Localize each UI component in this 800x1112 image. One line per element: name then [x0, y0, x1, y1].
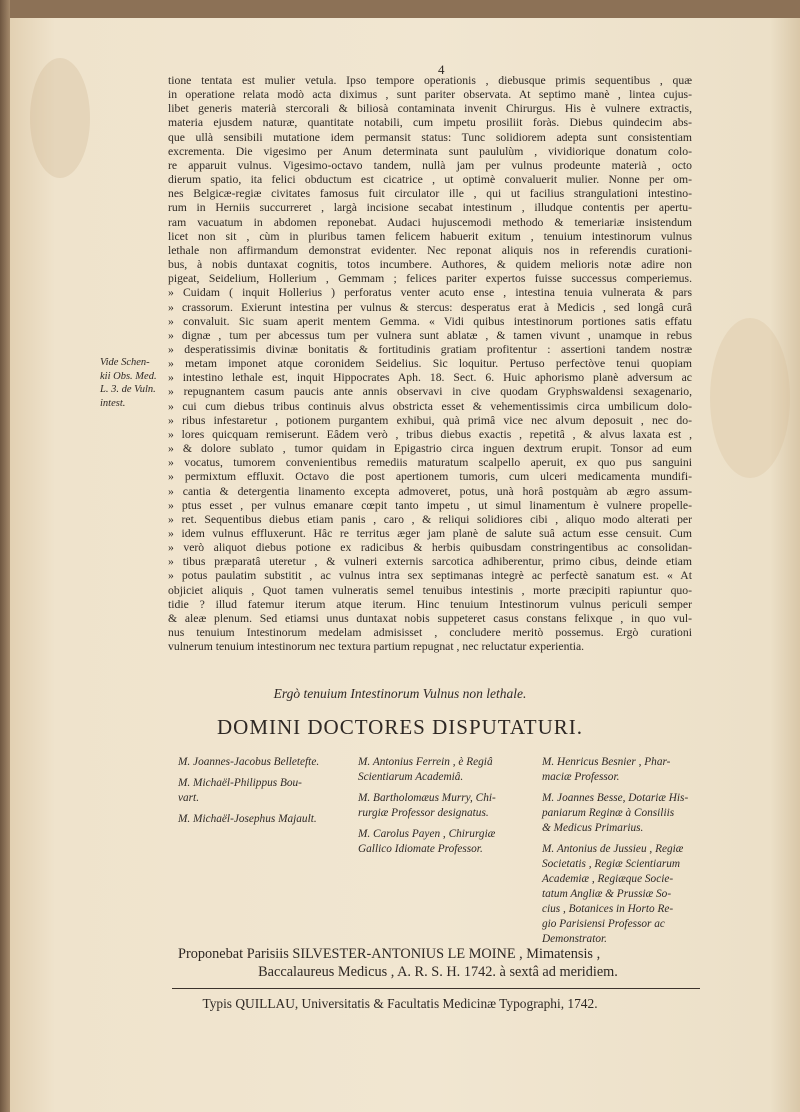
- body-line: » cantia & detergentia linamento excepta admoveret, potus, unà horâ postquàm ab ægro assum-: [168, 484, 692, 498]
- margin-note-line: intest.: [100, 397, 126, 409]
- doctor-entry: [542, 842, 712, 947]
- body-line: nus tenuium Intestinorum medelam admisisset , concludere meritò possemus. Ergò curationi: [168, 626, 692, 640]
- doctor-entry-line: Demonstrator.: [542, 933, 607, 945]
- paper-stain: [30, 58, 90, 178]
- proponebat-line: Proponebat Parisiis SILVESTER-ANTONIUS LE MOINE , Mimatensis ,: [178, 946, 601, 962]
- body-line: » vocatus, tumorem convenientibus remediis maturatum scalpello aperuit, ex quo pus sanguini: [168, 456, 692, 470]
- doctor-entry-line: Gallico Idiomate Professor.: [358, 843, 483, 855]
- doctors-column-3: [542, 755, 712, 953]
- doctor-entry-line: paniarum Reginæ à Consiliis: [542, 807, 675, 819]
- body-text: [168, 74, 692, 654]
- doctor-entry-line: Societatis , Regiæ Scientiarum: [542, 858, 681, 870]
- doctor-entry-line: M. Bartholomæus Murry, Chi-: [358, 792, 496, 804]
- doctor-entry-line: rurgiæ Professor designatus.: [358, 807, 489, 819]
- book-binding-edge: [0, 0, 10, 1112]
- body-line: tione tentata est mulier vetula. Ipso tempore operationis , diebusque primis sequentibus , quæ: [168, 74, 692, 87]
- scan-top-edge: [10, 0, 800, 18]
- doctor-entry: [178, 812, 353, 827]
- body-line: » convaluit. Sic suam aperit mentem Gemma. « Vidi quibus intestinorum portiones satis effatu: [168, 314, 692, 328]
- body-line: » ptus esset , per vulnus emanare cœpit tanto impetu , ut simul linamentum è vulnere propelle-: [168, 498, 692, 512]
- doctor-entry-line: cius , Botanices in Horto Re-: [542, 903, 674, 915]
- body-line: dierum spatio, ita felici obductum est cicatrice , ut optimè convaluerit mulier. Nonne per om-: [168, 173, 692, 187]
- doctor-entry-line: vart.: [178, 792, 200, 804]
- doctor-entry: [358, 791, 538, 821]
- printer-imprint: Typis QUILLAU, Universitatis & Facultatis Medicinæ Typographi, 1742.: [202, 996, 598, 1011]
- body-line: » cui cum diebus tribus continuis alvus obstricta esset & vehementissimis circa umbilicum dolo-: [168, 399, 692, 413]
- proponebat-block: [178, 945, 698, 981]
- body-line: objiciet aliquis , Quot tamen vulneratis semel tenuibus intestinis , morte præcipiti rapiuntur quo-: [168, 583, 692, 597]
- body-line: » repugnantem casum paucis ante annis observavi in cive quodam Gryphswaldensi sexagenario,: [168, 385, 692, 399]
- body-line: tidie ? illud fatemur iterum atque iterum. Hinc tenuium Intestinorum vulnus periculi semper: [168, 597, 692, 611]
- margin-note-line: kii Obs. Med.: [100, 370, 157, 382]
- doctor-entry-line: M. Carolus Payen , Chirurgiæ: [358, 828, 496, 840]
- body-line: » metam imponet atque coronidem Seidelius. Sic loquitur. Pertuso perfectòve tenui quopiam: [168, 357, 692, 371]
- body-line: » permixtum effluxit. Octavo die post apertionem tumoris, cum ulceri medicamenta mundifi-: [168, 470, 692, 484]
- doctors-column-2: [358, 755, 538, 863]
- body-line: lethale non affirmandum demonstrat evidenter. Nec reponat aliquis nos in referendis curationi-: [168, 243, 692, 257]
- doctor-entry-line: M. Antonius Ferrein , è Regiâ: [358, 756, 493, 768]
- body-line: » intestino lethale est, inquit Hippocrates Aph. 18. Sect. 6. Huic aphorismo planè adversum ac: [168, 371, 692, 385]
- body-line: libet generis materià stercorali & biliosà contaminata invenit Chirurgus. His è vulnere extractis,: [168, 102, 692, 116]
- doctor-entry-line: Scientiarum Academiâ.: [358, 771, 464, 783]
- margin-note: [100, 356, 166, 410]
- body-line: » dignæ , tum per abcessus tum per vulnera sunt ablatæ , & tamen vivunt , unamque in rebus: [168, 328, 692, 342]
- page-number: 4: [438, 62, 445, 77]
- divider-rule: [172, 988, 700, 989]
- body-line: rum in Herniis succurreret , largà incisione secabat intestinum , illudque contentis per apertu-: [168, 201, 692, 215]
- doctor-entry: [178, 776, 353, 806]
- body-line: » crassorum. Exierunt intestina per vulnus & stercus: desperatus erat à Medicis , sed longâ curâ: [168, 300, 692, 314]
- body-line: » lores quicquam remiserunt. Eâdem verò , tribus diebus exactis , repetitâ , & alvus laxata est ,: [168, 427, 692, 441]
- doctor-entry-line: tatum Angliæ & Prussiæ So-: [542, 888, 672, 900]
- body-line: » desperatissimis divinæ bonitatis & fortitudinis gratiam profitentur : assertioni tandem nostræ: [168, 342, 692, 356]
- doctor-entry: [542, 791, 712, 836]
- body-line: que ullà sensibili mutatione idem permansit status: Tunc solidiorem adepta sunt consistentiam: [168, 130, 692, 144]
- body-line: in operatione relata modò acta diximus , sunt pariter observata. At septimo manè , lintea cujus-: [168, 88, 692, 102]
- body-line: » Cuidam ( inquit Hollerius ) perforatus venter acuto ense , intestina tenuia vulnerata & pars: [168, 286, 692, 300]
- body-line: materia ejusdem naturæ, quantitate notabili, cum impetu prosiliit foràs. Diebus quindecim abs-: [168, 116, 692, 130]
- proponebat-line: Baccalaureus Medicus , A. R. S. H. 1742. à sextâ ad meridiem.: [258, 964, 618, 980]
- body-line: ram vacuatum in abdomen reponebat. Audaci hujuscemodi methodo & temeriariæ insistendum: [168, 215, 692, 229]
- body-line: nes Belgicæ-regiæ civitates famosus fuit circulator ille , qui ut facilius strangulationi intestino-: [168, 187, 692, 201]
- doctor-entry-line: M. Michaël-Philippus Bou-: [178, 777, 302, 789]
- body-line: » ribus infestaretur , potionem purgantem exhibui, quà primâ vice nec alvum deposuit , nec do-: [168, 413, 692, 427]
- paper-stain: [710, 318, 790, 478]
- doctor-entry-line: M. Henricus Besnier , Phar-: [542, 756, 671, 768]
- doctor-entry: [358, 755, 538, 785]
- doctor-entry: [358, 827, 538, 857]
- body-line: excrementa. Die vigesimo per Anum determinata sunt paululùm , vividiorique donatum colo-: [168, 144, 692, 158]
- margin-note-line: L. 3. de Vuln.: [100, 384, 156, 395]
- doctor-entry-line: M. Joannes-Jacobus Belletefte.: [178, 756, 320, 768]
- doctor-entry-line: Academiæ , Regiæque Socie-: [542, 873, 674, 885]
- body-line: » ret. Sequentibus diebus etiam panis , caro , & reliqui solidiores cibi , aliquo modo alterati per: [168, 512, 692, 526]
- body-line: » potus paulatim substitit , ac vulnus intra sex septimanas integrè ac perfectè sanatum est. « At: [168, 569, 692, 583]
- doctor-entry-line: M. Joannes Besse, Dotariæ His-: [542, 792, 689, 804]
- body-line: vulnerum tenuium intestinorum nec textura partium repugnat , nec reluctatur experientia.: [168, 640, 585, 654]
- body-line: » tibus præparatâ uteretur , & vulneri externis sarcotica adhiberentur, primo cibus, deinde etiam: [168, 555, 692, 569]
- body-line: pigeat, Seidelium, Hollerium , Gemmam ; felices pariter expertos fuisse successus comperiemus.: [168, 272, 692, 286]
- body-line: » verò aliquot diebus potione ex radicibus & herbis quibusdam constringentibus ac consolidan-: [168, 541, 692, 555]
- doctor-entry-line: M. Michaël-Josephus Majault.: [178, 813, 317, 825]
- doctor-entry-line: & Medicus Primarius.: [542, 822, 644, 834]
- doctor-entry-line: maciæ Professor.: [542, 771, 620, 783]
- margin-note-line: Vide Schen-: [100, 357, 150, 368]
- doctor-entry-line: M. Antonius de Jussieu , Regiæ: [542, 843, 684, 855]
- doctor-entry-line: gio Parisiensi Professor ac: [542, 918, 665, 930]
- body-line: licet non sit , cùm in pluribus tamen felicem habuerit exitum , tenuium intestinorum vulnus: [168, 229, 692, 243]
- body-line: re apparuit vulnus. Vigesimo-octavo tandem, nullà jam per vulnus prodeunte materià , octo: [168, 158, 692, 172]
- conclusion-line: Ergò tenuium Intestinorum Vulnus non lethale.: [273, 686, 527, 701]
- body-line: » idem vulnus effluxerunt. Hâc re territus æger jam planè de salute suâ actum esse censuit. Cum: [168, 527, 692, 540]
- body-line: » & dolore sublato , tumor quidam in Epigastrio circa inguen dextrum erupit. Tonsor ad eum: [168, 442, 692, 456]
- doctor-entry: [542, 755, 712, 785]
- body-line: bus, à nobis duntaxat cognitis, totos incumbere. Authores, & quidem melioris notæ adire non: [168, 258, 692, 272]
- doctor-entry: [178, 755, 353, 770]
- doctors-column-1: [178, 755, 353, 833]
- section-heading: DOMINI DOCTORES DISPUTATURI.: [216, 715, 584, 739]
- body-line: & aleæ plenum. Sed etiamsi unus duntaxat nobis suppeteret casus constans felixque , in quo vul-: [168, 611, 692, 625]
